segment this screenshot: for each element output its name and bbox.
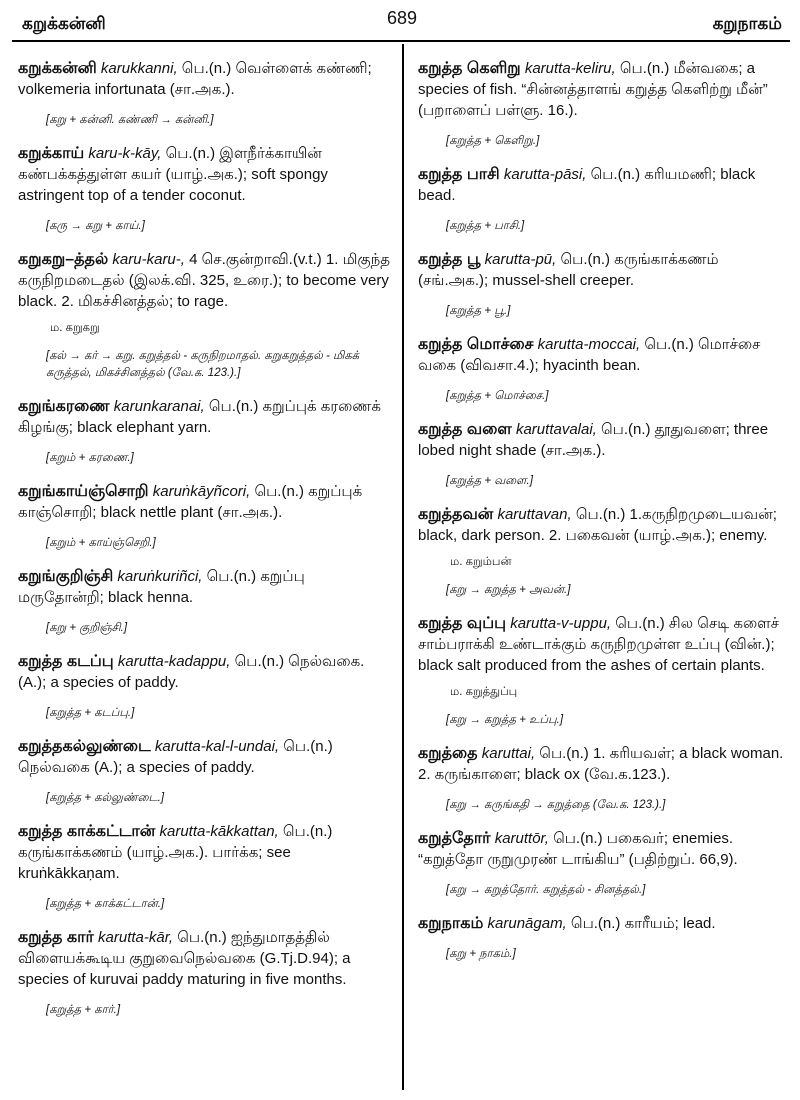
etymology: [கறுத்த + கடப்பு.] bbox=[46, 707, 135, 719]
headword: கறுத்த பூ bbox=[418, 251, 481, 268]
definition: பெ.(n.) கறுப்புக் கரணைக் கிழங்கு; black elephant yarn. bbox=[18, 398, 381, 436]
headword: கறுத்த கெளிறு bbox=[418, 60, 521, 77]
transliteration: karuttai, bbox=[481, 745, 536, 762]
definition: பெ.(n.) 1. கரியவள்; a black woman. 2. கருங்காளை; black ox (வே.க.123.). bbox=[418, 745, 784, 783]
definition: பெ.(n.) இளநீர்க்காயின் கண்பக்கத்துள்ள கயர் (யாழ்.அக.); soft spongy astringent top of a tender coconut. bbox=[18, 145, 328, 204]
dictionary-entry bbox=[18, 736, 394, 807]
transliteration: karutta-moccai, bbox=[537, 336, 641, 353]
etymology: [கறு → கருங்கதி → கறுத்தை (வே.க. 123.).] bbox=[446, 799, 666, 811]
transliteration: karutta-kār, bbox=[98, 929, 174, 946]
dictionary-entry bbox=[18, 58, 394, 129]
definition: பெ.(n.) சில செடி களைச் சாம்பராக்கி உண்டாக்கும் கருநிறமுள்ள உப்பு (வின்.); black salt produced from the ashes of certain plants. bbox=[418, 615, 780, 674]
definition: 4 செ.குன்றாவி.(v.t.) 1. மிகுந்த கருநிறமடைதல் (இலக்.வி. 325, உரை.); to become very black. 2. மிகச்சினத்தல்; to rage. bbox=[18, 251, 390, 310]
definition: பெ.(n.) மீன்வகை; a species of fish. “சின்னத்தாளங் கறுத்த கெளிற்று மீன்” (பறாளைப் பள்ளு. 16.). bbox=[418, 60, 768, 119]
dictionary-entry bbox=[418, 164, 790, 235]
page-number: 689 bbox=[387, 8, 418, 28]
headword: கறுத்த பாசி bbox=[418, 166, 500, 183]
etymology: [கறுத்த + கார்.] bbox=[46, 1004, 121, 1016]
etymology: [கறு + கன்னி. கண்ணி → கன்னி.] bbox=[46, 114, 214, 126]
headword: கறுங்காய்ஞ்சொறி bbox=[18, 483, 149, 500]
headword: கறுங்குறிஞ்சி bbox=[18, 568, 114, 585]
dictionary-entry bbox=[18, 249, 394, 382]
definition: பெ.(n.) கறுப்பு மருதோன்றி; black henna. bbox=[18, 568, 305, 606]
transliteration: karutta-pū, bbox=[484, 251, 557, 268]
transliteration: karu-k-kāy, bbox=[88, 145, 162, 162]
definition: பெ.(n.) கருங்காக்கணம் (யாழ்.அக.). பார்க்க; see kruṅkākkaṇam. bbox=[18, 823, 333, 882]
dictionary-entry bbox=[18, 821, 394, 913]
cognate-note: ம. கறும்பன் bbox=[450, 556, 512, 568]
definition: பெ.(n.) மொச்சை வகை (விவசா.4.); hyacinth bean. bbox=[418, 336, 761, 374]
transliteration: karuṅkuriñci, bbox=[117, 568, 203, 585]
headword: கறுத்த கார் bbox=[18, 929, 94, 946]
dictionary-entry bbox=[418, 613, 790, 729]
dictionary-entry bbox=[18, 566, 394, 637]
transliteration: karutta-keliru, bbox=[524, 60, 616, 77]
header-left-guide-word: கறுக்கன்னி bbox=[22, 14, 106, 33]
dictionary-entry bbox=[418, 743, 790, 814]
etymology: [கறுத்த + கெளிறு.] bbox=[446, 135, 540, 147]
transliteration: karutta-pāsi, bbox=[503, 166, 587, 183]
etymology: [கறுத்த + வளை.] bbox=[446, 475, 533, 487]
dictionary-entry bbox=[418, 419, 790, 490]
dictionary-entry bbox=[418, 58, 790, 150]
header-right-guide-word: கறுநாகம் bbox=[712, 14, 782, 33]
headword: கறுத்தவன் bbox=[418, 506, 494, 523]
etymology: [கறு → கறுத்த + அவன்.] bbox=[446, 584, 571, 596]
headword: கறுத்தை bbox=[418, 745, 478, 762]
definition: பெ.(n.) ஐந்துமாதத்தில் விளையக்கூடிய குறுவைநெல்வகை (G.Tj.D.94); a species of kuruvai paddy maturing in five months. bbox=[18, 929, 351, 988]
dictionary-entry bbox=[18, 651, 394, 722]
headword: கறுத்த காக்கட்டான் bbox=[18, 823, 156, 840]
headword: கறுக்கன்னி bbox=[18, 60, 97, 77]
right-column bbox=[418, 58, 790, 977]
dictionary-entry bbox=[18, 927, 394, 1019]
transliteration: karukkanni, bbox=[100, 60, 178, 77]
transliteration: karunāgam, bbox=[487, 915, 567, 932]
headword: கறுத்த மொச்சை bbox=[418, 336, 534, 353]
transliteration: karuttōr, bbox=[494, 830, 549, 847]
headword: கறுங்கரணை bbox=[18, 398, 110, 415]
transliteration: karuttavalai, bbox=[515, 421, 597, 438]
definition: பெ.(n.) கரியமணி; black bead. bbox=[418, 166, 756, 204]
etymology: [கறும் + கரணை.] bbox=[46, 452, 134, 464]
etymology: [கறுத்த + கல்லுண்டை.] bbox=[46, 792, 165, 804]
definition: பெ.(n.) கறுப்புக் காஞ்சொறி; black nettle plant (சா.அக.). bbox=[18, 483, 363, 521]
dictionary-entry bbox=[418, 249, 790, 320]
definition: பெ.(n.) 1.கருநிறமுடையவன்; black, dark person. 2. பகைவன் (யாழ்.அக.); enemy. bbox=[418, 506, 777, 544]
transliteration: karutta-v-uppu, bbox=[510, 615, 612, 632]
etymology: [கறுத்த + காக்கட்டான்.] bbox=[46, 898, 165, 910]
definition: பெ.(n.) காரீயம்; lead. bbox=[566, 915, 716, 932]
dictionary-entry bbox=[418, 504, 790, 599]
headword: கறுகறு–த்தல் bbox=[18, 251, 109, 268]
definition: பெ.(n.) நெல்வகை (A.); a species of paddy. bbox=[18, 738, 333, 776]
definition: பெ.(n.) நெல்வகை. (A.); a species of paddy. bbox=[18, 653, 365, 691]
etymology: [கல் → கர் → கறு. கறுத்தல் - கருநிறமாதல். கறுகறுத்தல் - மிகக் கருத்தல், மிகச்சினத்தல் (வே.க. 123.).] bbox=[46, 350, 360, 379]
transliteration: karutta-kadappu, bbox=[117, 653, 231, 670]
transliteration: karuṅkāyñcori, bbox=[152, 483, 251, 500]
headword: கறுத்த வுப்பு bbox=[418, 615, 507, 632]
headword: கறுநாகம் bbox=[418, 915, 484, 932]
left-column bbox=[18, 58, 394, 1033]
headword: கறுத்த கடப்பு bbox=[18, 653, 114, 670]
dictionary-entry bbox=[418, 334, 790, 405]
headword: கறுத்தகல்லுண்டை bbox=[18, 738, 151, 755]
transliteration: karu-karu-, bbox=[112, 251, 185, 268]
headword: கறுத்தோர் bbox=[418, 830, 491, 847]
transliteration: karutta-kākkattan, bbox=[159, 823, 279, 840]
etymology: [கறு → கறுத்தோர். கறுத்தல் - சினத்தல்.] bbox=[446, 884, 646, 896]
definition: பெ.(n.) வெள்ளைக் கண்ணி; volkemeria infortunata (சா.அக.). bbox=[18, 60, 372, 98]
dictionary-entry bbox=[418, 828, 790, 899]
transliteration: karuttavan, bbox=[497, 506, 572, 523]
dictionary-entry bbox=[18, 481, 394, 552]
definition: பெ.(n.) பகைவர்; enemies. “கறுத்தோ ருறுமுரண் டாங்கிய” (பதிற்றுப். 66,9). bbox=[418, 830, 738, 868]
headword: கறுத்த வளை bbox=[418, 421, 512, 438]
cognate-note: ம. கறுகறு bbox=[50, 322, 100, 334]
etymology: [கறு + நாகம்.] bbox=[446, 948, 516, 960]
definition: பெ.(n.) கருங்காக்கணம் (சங்.அக.); mussel-shell creeper. bbox=[418, 251, 719, 289]
etymology: [கறு + குறிஞ்சி.] bbox=[46, 622, 128, 634]
page-header bbox=[22, 8, 786, 44]
column-divider bbox=[402, 44, 404, 1090]
etymology: [கறு → கறுத்த + உப்பு.] bbox=[446, 714, 564, 726]
header-rule bbox=[12, 40, 790, 42]
dictionary-entry bbox=[418, 913, 790, 963]
etymology: [கறுத்த + மொச்சை.] bbox=[446, 390, 549, 402]
transliteration: karunkaranai, bbox=[113, 398, 205, 415]
definition: பெ.(n.) தூதுவளை; three lobed night shade (சா.அக.). bbox=[418, 421, 769, 459]
dictionary-entry bbox=[18, 396, 394, 467]
dictionary-entry bbox=[18, 143, 394, 235]
etymology: [கறுத்த + பாசி.] bbox=[446, 220, 525, 232]
etymology: [கரு → கறு + காய்.] bbox=[46, 220, 145, 232]
etymology: [கறும் + காய்ஞ்செறி.] bbox=[46, 537, 156, 549]
cognate-note: ம. கறுத்துப்பு bbox=[450, 686, 518, 698]
etymology: [கறுத்த + பூ.] bbox=[446, 305, 511, 317]
transliteration: karutta-kal-l-undai, bbox=[154, 738, 280, 755]
headword: கறுக்காய் bbox=[18, 145, 85, 162]
